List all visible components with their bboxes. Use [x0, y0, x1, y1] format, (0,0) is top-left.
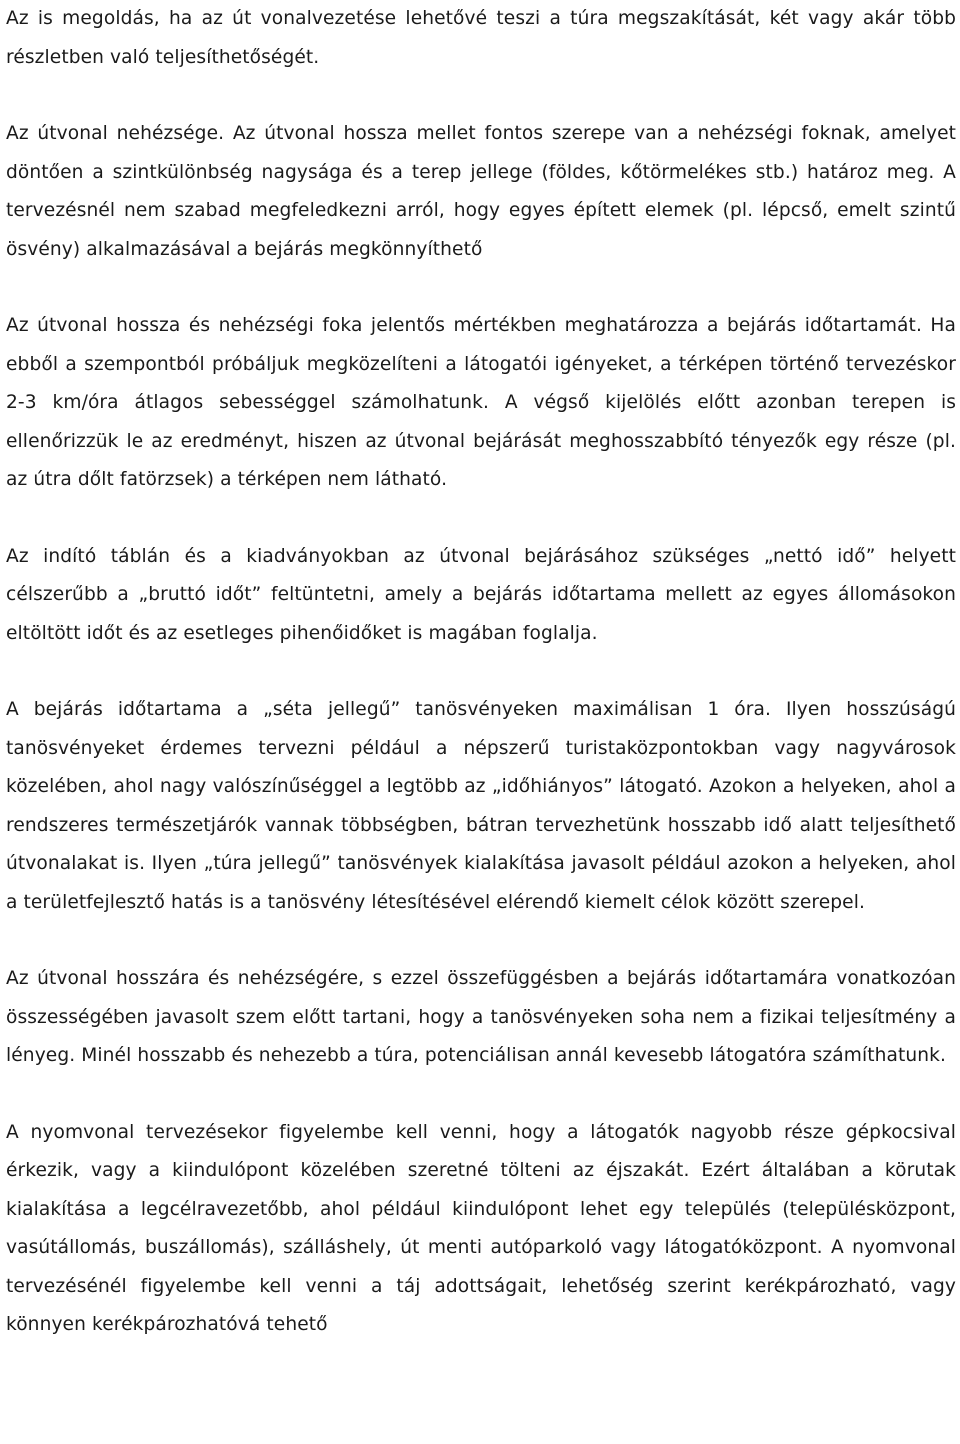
paragraph-length-summary: Az útvonal hosszára és nehézségére, s ezzel összefüggésben a bejárás időtartamára vonatkozóan összességében javasolt szem előtt tartani, hogy a tanösvényeken soha nem a fizikai teljesítmény a lényeg. Minél hosszabb és nehezebb a túra, potenciálisan annál kevesebb látogatóra számíthatunk.: [6, 968, 956, 1066]
paragraph-gross-time: Az indító táblán és a kiadványokban az útvonal bejárásához szükséges „nettó idő” helyett célszerűbb a „bruttó időt” feltüntetni, amely a bejárás időtartama mellett az egyes állomásokon eltöltött időt és az esetleges pihenőidőket is magában foglalja.: [6, 545, 956, 644]
paragraph-interruptible-route: Az is megoldás, ha az út vonalvezetése lehetővé teszi a túra megszakítását, két vagy akár több részletben való teljesíthetőségét.: [6, 8, 956, 68]
paragraph-walking-duration: Az útvonal hossza és nehézségi foka jelentős mértékben meghatározza a bejárás időtartamát. Ha ebből a szempontból próbáljuk megközelíteni a látogatói igényeket, a térképen történő tervezéskor 2-3 km/óra átlagos sebességgel számolhatunk. A végső kijelölés előtt azonban terepen is ellenőrizzük le az eredményt, hiszen az útvonal bejárását meghosszabbító tényezők egy része (pl. az útra dőlt fatörzsek) a térképen nem látható.: [6, 315, 956, 490]
document-page: [6, 0, 956, 1345]
paragraph-route-difficulty: Az útvonal nehézsége. Az útvonal hossza mellet fontos szerepe van a nehézségi foknak, amelyet döntően a szintkülönbség nagysága és a terep jellege (földes, kőtörmelékes stb.) határoz meg. A tervezésnél nem szabad megfeledkezni arról, hogy egyes épített elemek (pl. lépcső, emelt szintű ösvény) alkalmazásával a bejárás megkönnyíthető: [6, 123, 956, 260]
paragraph-route-planning: A nyomvonal tervezésekor figyelembe kell venni, hogy a látogatók nagyobb része gépkocsival érkezik, vagy a kiindulópont közelében szeretné tölteni az éjszakát. Ezért általában a körutak kialakítása a legcélravezetőbb, ahol például kiindulópont lehet egy település (településközpont, vasútállomás, buszállomás), szálláshely, út menti autóparkoló vagy látogatóközpont. A nyomvonal tervezésénél figyelembe kell venni a táj adottságait, lehetőség szerint kerékpározható, vagy könnyen kerékpározhatóvá tehető: [6, 1121, 956, 1335]
paragraph-walk-type-duration: A bejárás időtartama a „séta jellegű” tanösvényeken maximálisan 1 óra. Ilyen hosszúságú tanösvényeket érdemes tervezni például a népszerű turistaközpontokban vagy nagyvárosok közelében, ahol nagy valószínűséggel a legtöbb az „időhiányos” látogató. Azokon a helyeken, ahol a rendszeres természetjárók vannak többségben, bátran tervezhetünk hosszabb idő alatt teljesíthető útvonalakat is. Ilyen „túra jellegű” tanösvények kialakítása javasolt például azokon a helyeken, ahol a területfejlesztő hatás is a tanösvény létesítésével elérendő kiemelt célok között szerepel.: [6, 699, 956, 913]
